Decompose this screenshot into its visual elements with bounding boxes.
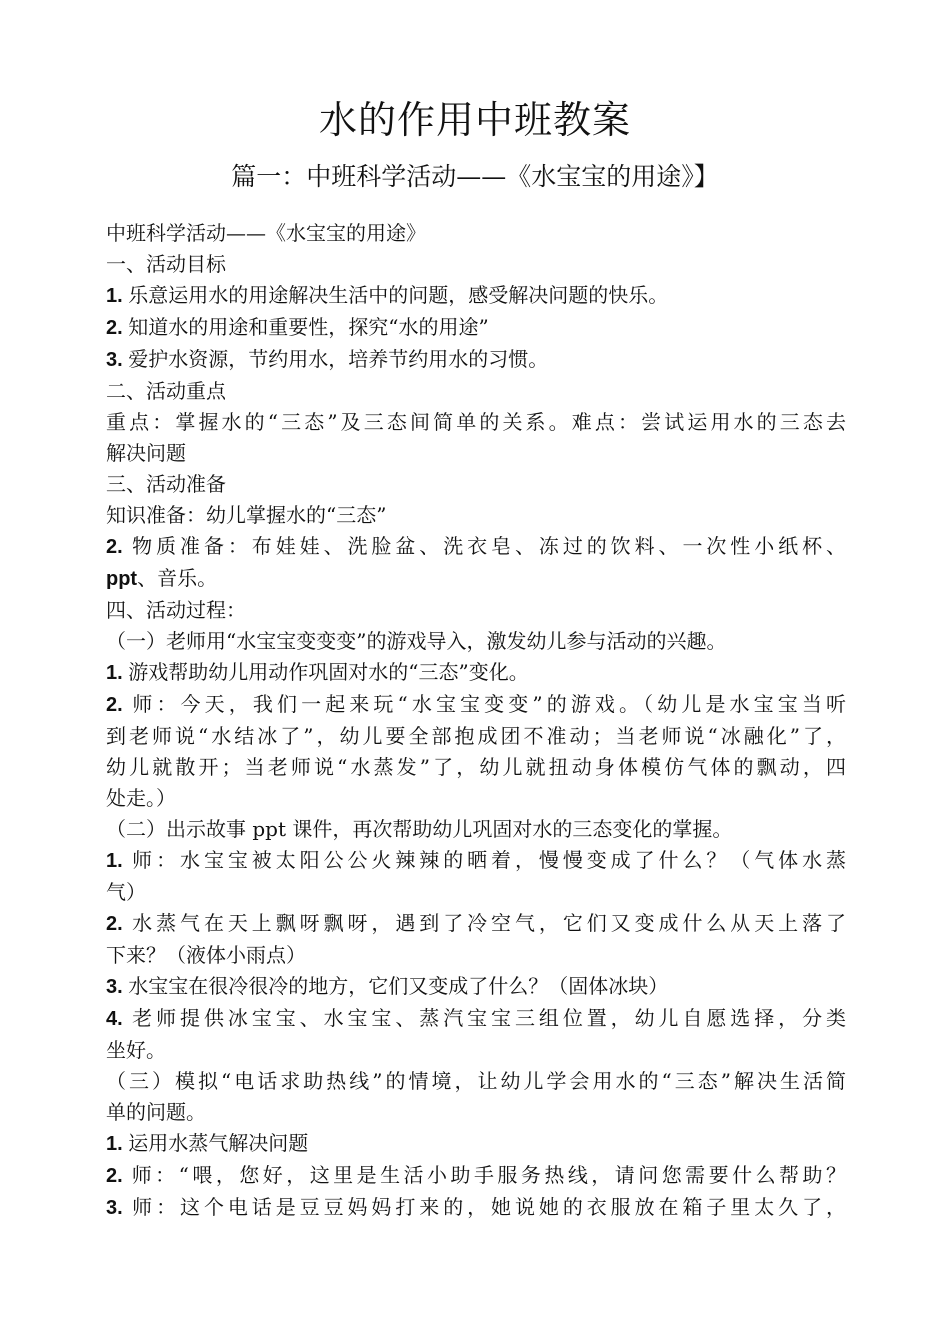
paragraph-line bbox=[106, 845, 846, 877]
line-text: 一、活动目标 bbox=[106, 252, 226, 276]
line-text: （一）老师用“水宝宝变变变”的游戏导入，激发幼儿参与活动的兴趣。 bbox=[106, 629, 727, 653]
line-text: 师：这个电话是豆豆妈妈打来的，她说她的衣服放在箱子里太久了， bbox=[132, 1195, 846, 1219]
line-number: 2. bbox=[106, 694, 133, 716]
line-number: 4. bbox=[106, 1008, 133, 1030]
line-text: 水蒸气在天上飘呀飘呀，遇到了冷空气，它们又变成什么从天上落了 bbox=[132, 911, 846, 935]
paragraph-line bbox=[106, 971, 846, 1003]
paragraph-line bbox=[106, 500, 846, 531]
paragraph-line bbox=[106, 407, 846, 438]
line-text: 单的问题。 bbox=[106, 1100, 206, 1124]
paragraph-line bbox=[106, 595, 846, 626]
line-text: 知道水的用途和重要性，探究“水的用途” bbox=[128, 315, 489, 339]
paragraph-line bbox=[106, 344, 846, 376]
line-text: 师：今天，我们一起来玩“水宝宝变变”的游戏。（幼儿是水宝宝当听 bbox=[132, 692, 846, 716]
line-text: 物质准备：布娃娃、洗脸盆、洗衣皂、冻过的饮料、一次性小纸杯、 bbox=[132, 534, 846, 558]
paragraph-line bbox=[106, 531, 846, 563]
paragraph-line bbox=[106, 626, 846, 657]
line-text: 师：水宝宝被太阳公公火辣辣的晒着，慢慢变成了什么？（气体水蒸 bbox=[132, 848, 846, 872]
line-number: 2. bbox=[106, 1165, 132, 1187]
paragraph-line bbox=[106, 1066, 846, 1097]
line-text: 知识准备：幼儿掌握水的“三态” bbox=[106, 503, 387, 527]
paragraph-line bbox=[106, 721, 846, 752]
paragraph-line bbox=[106, 249, 846, 280]
page-subtitle: 篇一：中班科学活动——《水宝宝的用途》】 bbox=[231, 162, 719, 191]
paragraph-line bbox=[106, 1035, 846, 1066]
paragraph-line bbox=[106, 469, 846, 500]
line-text: 二、活动重点 bbox=[106, 379, 226, 403]
paragraph-line bbox=[106, 218, 846, 249]
paragraph-line bbox=[106, 940, 846, 971]
line-number: 3. bbox=[106, 349, 129, 371]
line-number: 1. bbox=[106, 285, 129, 307]
line-text: 爱护水资源，节约用水，培养节约用水的习惯。 bbox=[128, 347, 549, 371]
line-text: 坐好。 bbox=[106, 1038, 166, 1062]
paragraph-line bbox=[106, 280, 846, 312]
paragraph-line bbox=[106, 438, 846, 469]
line-number: 1. bbox=[106, 662, 129, 684]
line-text: 解决问题 bbox=[106, 441, 186, 465]
line-text: 幼儿就散开；当老师说“水蒸发”了，幼儿就扭动身体模仿气体的飘动，四 bbox=[106, 755, 846, 779]
paragraph-line bbox=[106, 908, 846, 940]
paragraph-line bbox=[106, 814, 846, 845]
paragraph-line bbox=[106, 563, 846, 595]
line-text: （二）出示故事 ppt 课件，再次帮助幼儿巩固对水的三态变化的掌握。 bbox=[106, 817, 733, 841]
line-text: 水宝宝在很冷很冷的地方，它们又变成了什么？（固体冰块） bbox=[128, 974, 669, 998]
paragraph-line bbox=[106, 1097, 846, 1128]
line-number: 1. bbox=[106, 850, 133, 872]
page-title: 水的作用中班教案 bbox=[318, 98, 631, 142]
paragraph-line bbox=[106, 376, 846, 407]
paragraph-line bbox=[106, 1160, 846, 1192]
paragraph-line bbox=[106, 1003, 846, 1035]
line-text: 气） bbox=[106, 880, 146, 904]
line-text: 四、活动过程： bbox=[106, 598, 246, 622]
line-text: （三）模拟“电话求助热线”的情境，让幼儿学会用水的“三态”解决生活简 bbox=[106, 1069, 846, 1093]
line-text: 老师提供冰宝宝、水宝宝、蒸汽宝宝三组位置，幼儿自愿选择，分类 bbox=[132, 1006, 846, 1030]
line-number: ppt bbox=[106, 568, 138, 590]
paragraph-line bbox=[106, 657, 846, 689]
line-number: 2. bbox=[106, 317, 129, 339]
line-text: 乐意运用水的用途解决生活中的问题，感受解决问题的快乐。 bbox=[128, 283, 669, 307]
line-text: 处走。） bbox=[106, 786, 176, 810]
line-number: 2. bbox=[106, 536, 133, 558]
line-text: 三、活动准备 bbox=[106, 472, 226, 496]
line-text: 中班科学活动——《水宝宝的用途》 bbox=[106, 221, 426, 245]
line-text: 运用水蒸气解决问题 bbox=[128, 1131, 309, 1155]
paragraph-line bbox=[106, 783, 846, 814]
document-body bbox=[106, 218, 846, 1224]
line-number: 3. bbox=[106, 1197, 133, 1219]
line-number: 3. bbox=[106, 976, 129, 998]
line-text: 游戏帮助幼儿用动作巩固对水的“三态”变化。 bbox=[128, 660, 529, 684]
line-text: 、音乐。 bbox=[137, 566, 218, 590]
paragraph-line bbox=[106, 312, 846, 344]
line-text: 到老师说“水结冰了”，幼儿要全部抱成团不准动；当老师说“冰融化”了， bbox=[106, 724, 846, 748]
line-number: 2. bbox=[106, 913, 133, 935]
paragraph-line bbox=[106, 752, 846, 783]
paragraph-line bbox=[106, 689, 846, 721]
line-text: 下来？（液体小雨点） bbox=[106, 943, 306, 967]
line-text: 师：“喂，您好，这里是生活小助手服务热线，请问您需要什么帮助？ bbox=[131, 1163, 846, 1187]
paragraph-line bbox=[106, 1192, 846, 1224]
line-text: 重点：掌握水的“三态”及三态间简单的关系。难点：尝试运用水的三态去 bbox=[106, 410, 846, 434]
line-number: 1. bbox=[106, 1133, 129, 1155]
paragraph-line bbox=[106, 877, 846, 908]
paragraph-line bbox=[106, 1128, 846, 1160]
